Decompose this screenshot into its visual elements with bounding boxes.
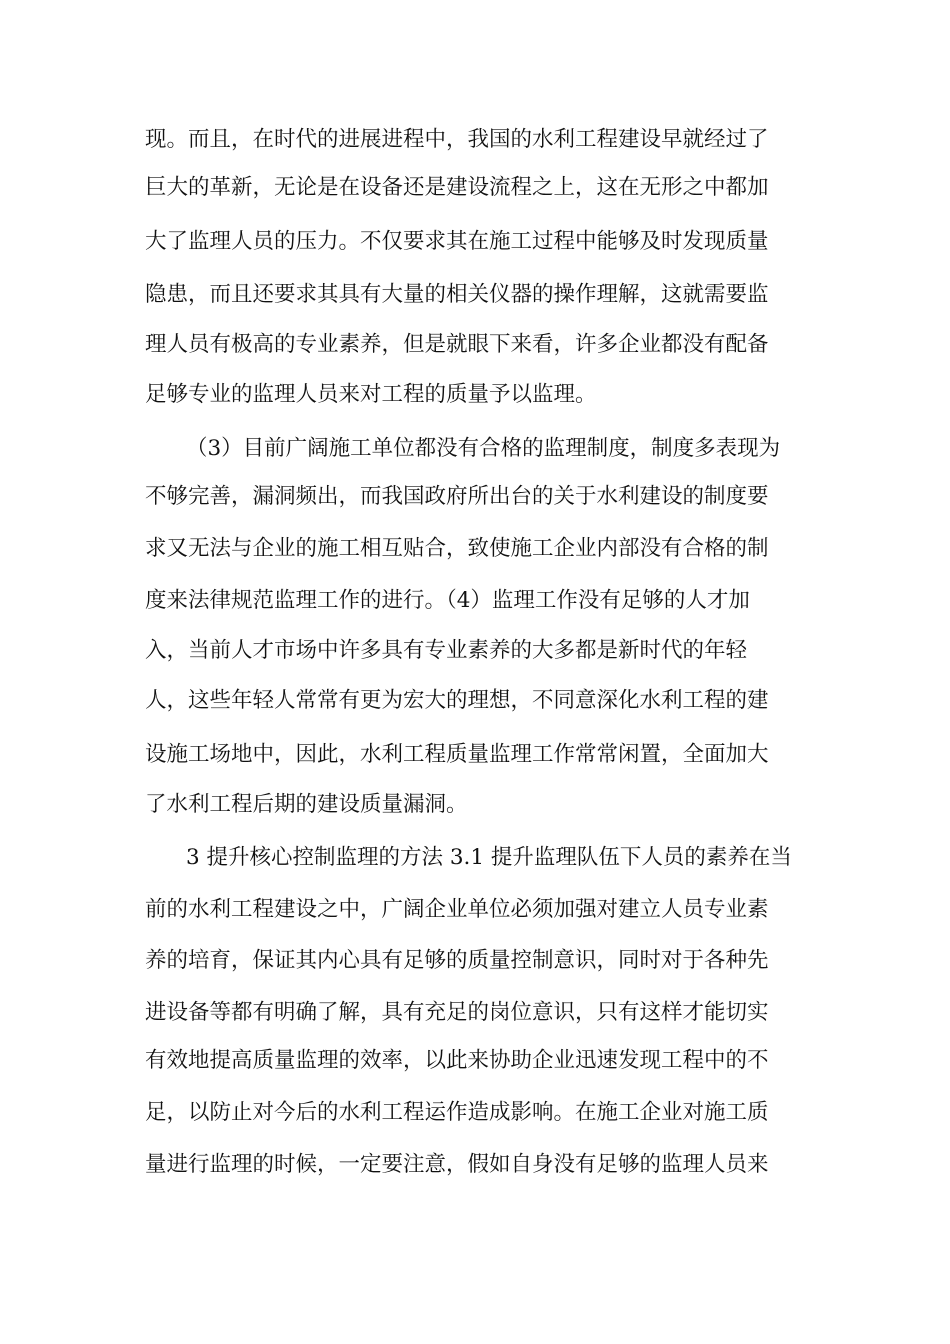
- text-line: 求又无法与企业的施工相互贴合，致使施工企业内部没有合格的制: [145, 536, 769, 561]
- text-line: 人，这些年轻人常常有更为宏大的理想，不同意深化水利工程的建: [145, 688, 769, 713]
- text-line: 设施工场地中，因此，水利工程质量监理工作常常闲置，全面加大: [145, 742, 769, 767]
- text-line: 隐患，而且还要求其具有大量的相关仪器的操作理解，这就需要监: [145, 282, 769, 307]
- text-line: 理人员有极高的专业素养，但是就眼下来看，许多企业都没有配备: [145, 332, 769, 357]
- text-line: 现。而且，在时代的进展进程中，我国的水利工程建设早就经过了: [145, 127, 769, 152]
- text-line: 进设备等都有明确了解，具有充足的岗位意识，只有这样才能切实: [145, 1000, 769, 1025]
- text-line: 前的水利工程建设之中，广阔企业单位必须加强对建立人员专业素: [145, 897, 769, 922]
- text-line: 足够专业的监理人员来对工程的质量予以监理。: [145, 382, 597, 407]
- text-line: 大了监理人员的压力。不仅要求其在施工过程中能够及时发现质量: [145, 229, 769, 254]
- text-line: 度来法律规范监理工作的进行。（4）监理工作没有足够的人才加: [145, 588, 750, 613]
- text-line: 巨大的革新，无论是在设备还是建设流程之上，这在无形之中都加: [145, 175, 769, 200]
- text-line: 入，当前人才市场中许多具有专业素养的大多都是新时代的年轻: [145, 638, 748, 663]
- text-line: （3）目前广阔施工单位都没有合格的监理制度，制度多表现为: [186, 436, 781, 461]
- text-line: 量进行监理的时候，一定要注意，假如自身没有足够的监理人员来: [145, 1152, 769, 1177]
- text-line: 3 提升核心控制监理的方法 3.1 提升监理队伍下人员的素养在当: [186, 845, 792, 870]
- text-line: 有效地提高质量监理的效率，以此来协助企业迅速发现工程中的不: [145, 1048, 769, 1073]
- text-line: 养的培育，保证其内心具有足够的质量控制意识，同时对于各种先: [145, 948, 769, 973]
- text-line: 了水利工程后期的建设质量漏洞。: [145, 792, 468, 817]
- text-line: 不够完善，漏洞频出，而我国政府所出台的关于水利建设的制度要: [145, 484, 769, 509]
- text-line: 足，以防止对今后的水利工程运作造成影响。在施工企业对施工质: [145, 1100, 769, 1125]
